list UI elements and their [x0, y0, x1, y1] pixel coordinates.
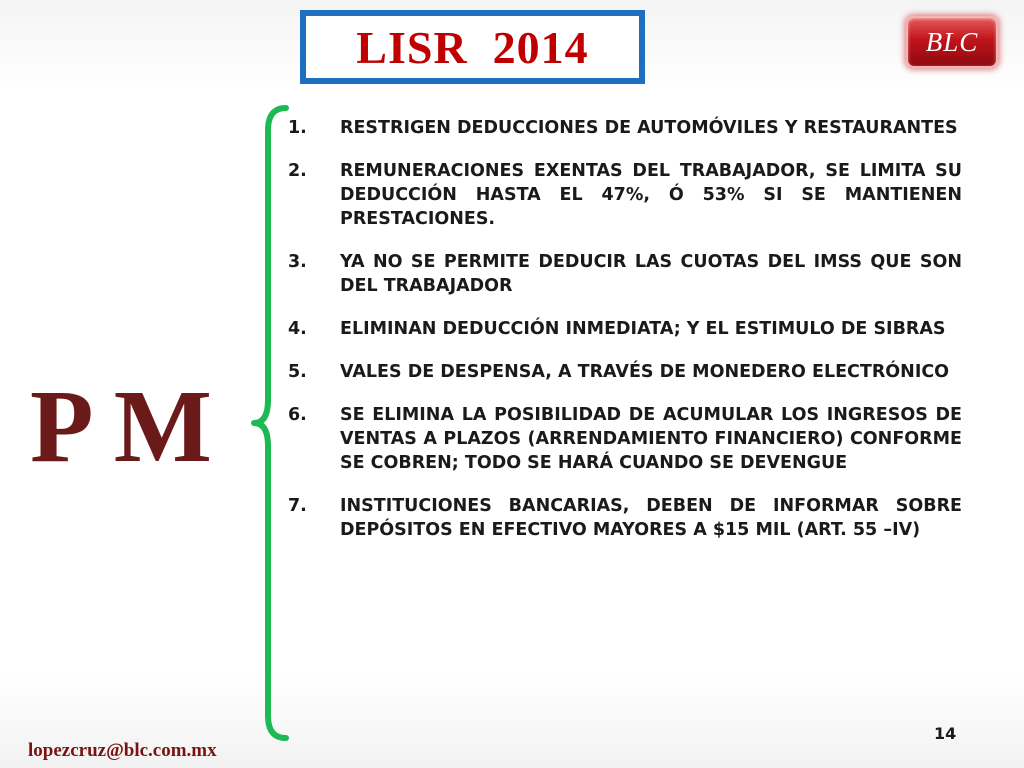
item-text: REMUNERACIONES EXENTAS DEL TRABAJADOR, SE LIMITA SU DEDUCCIÓN HASTA EL 47%, Ó 53% SI SE MANTIENEN PRESTACIONES. — [340, 161, 962, 229]
slide-title: LISR 2014 — [356, 21, 589, 73]
item-number: 5. — [288, 362, 307, 382]
item-text: VALES DE DESPENSA, A TRAVÉS DE MONEDERO ELECTRÓNICO — [340, 362, 950, 382]
item-number: 6. — [288, 405, 307, 425]
footer-email: lopezcruz@blc.com.mx — [28, 740, 217, 761]
curly-brace-icon — [248, 100, 292, 746]
list-item — [288, 317, 962, 341]
item-number: 2. — [288, 161, 307, 181]
item-text: INSTITUCIONES BANCARIAS, DEBEN DE INFORMAR SOBRE DEPÓSITOS EN EFECTIVO MAYORES A $15 MIL (ART. 55 –IV) — [340, 496, 962, 540]
list-item — [288, 116, 962, 140]
title-box — [300, 10, 645, 84]
item-text: YA NO SE PERMITE DEDUCIR LAS CUOTAS DEL IMSS QUE SON DEL TRABAJADOR — [340, 252, 962, 296]
list-item — [288, 494, 962, 542]
list-item — [288, 250, 962, 298]
item-text: RESTRIGEN DEDUCCIONES DE AUTOMÓVILES Y RESTAURANTES — [340, 118, 958, 138]
list-item — [288, 403, 962, 475]
deductions-list — [288, 116, 962, 561]
item-number: 1. — [288, 118, 307, 138]
item-number: 4. — [288, 319, 307, 339]
item-number: 7. — [288, 496, 307, 516]
item-number: 3. — [288, 252, 307, 272]
list-item — [288, 360, 962, 384]
item-text: ELIMINAN DEDUCCIÓN INMEDIATA; Y EL ESTIMULO DE SIBRAS — [340, 319, 946, 339]
blc-logo — [906, 16, 998, 68]
item-text: SE ELIMINA LA POSIBILIDAD DE ACUMULAR LOS INGRESOS DE VENTAS A PLAZOS (ARRENDAMIENTO FINANCIERO) CONFORME SE COBREN; TODO SE HARÁ CUANDO SE DEVENGUE — [340, 405, 962, 473]
logo-text: BLC — [925, 26, 979, 57]
side-label: P M — [30, 369, 212, 484]
list-item — [288, 159, 962, 231]
page-number: 14 — [934, 724, 957, 743]
